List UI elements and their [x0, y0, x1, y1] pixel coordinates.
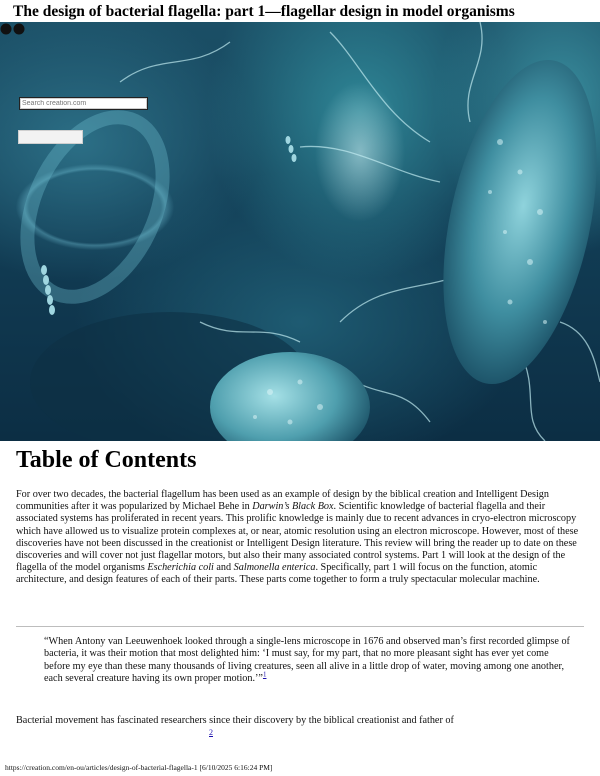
print-footer-url: https://creation.com/en-ou/articles/design-of-bacterial-flagella-1 [6/10/2025 6:16:24 PM]: [5, 763, 273, 772]
page-title: The design of bacterial flagella: part 1—flagellar design in model organisms: [13, 3, 515, 20]
table-of-contents-heading: Table of Contents: [16, 447, 197, 473]
section-divider: [16, 626, 584, 627]
organism-name: Salmonella enterica: [233, 562, 316, 574]
bacteria-illustration: [0, 22, 600, 441]
organism-name: Escherichia coli: [147, 562, 214, 574]
hero-banner-image: [0, 22, 600, 441]
leeuwenhoek-quote: “When Antony van Leeuwenhoek looked through a single-lens microscope in 1676 and observed man’s first recorded glimpse of bacteria, it was their motion that most delighted him: ‘I must say, for my part, that no more pleasant sight has ever yet come before my eye than these many thousands of living creatures, seen all alive in a little drop of water, moving among one another, each several creature having its own proper motion.’”$^1$: [44, 636, 570, 684]
search-input[interactable]: [19, 97, 148, 110]
footnote-link-2[interactable]: 2: [209, 728, 213, 737]
footnote-link-1[interactable]: 1: [262, 670, 267, 679]
body-paragraph: Bacterial movement has fascinated researchers since their discovery by the biblical creationist and father of: [16, 715, 454, 726]
search-button[interactable]: [18, 130, 83, 144]
quote-mark-logo-icon[interactable]: [0, 22, 28, 36]
intro-paragraph: For over two decades, the bacterial flagellum has been used as an example of design by the biblical creation and Intelligent Design communities after it was popularized by Michael Behe in Darwin’s Black Box. Scientific knowledge of bacterial flagella and their associated systems has proliferated in recent years. This prolific knowledge is mainly due to recent advances in cryo-electron microscopy which have allowed us to visualize protein complexes at, or near, atomic resolution using an electron microscope. However, most of these discoveries have not been discussed in the creationist or Intelligent Design literature. This review will bring the reader up to date on these discoveries and will cover not just flagellar motors, but also their many associated control systems. Part 1 will look at the design of the flagella of the model organisms Escherichia coli and Salmonella enterica. Specifically, part 1 will focus on the function, atomic architecture, and design features of each of their parts. These parts come together to form a truly spectacular molecular machine.: [16, 489, 579, 586]
book-title: Darwin’s Black Box: [252, 501, 334, 513]
